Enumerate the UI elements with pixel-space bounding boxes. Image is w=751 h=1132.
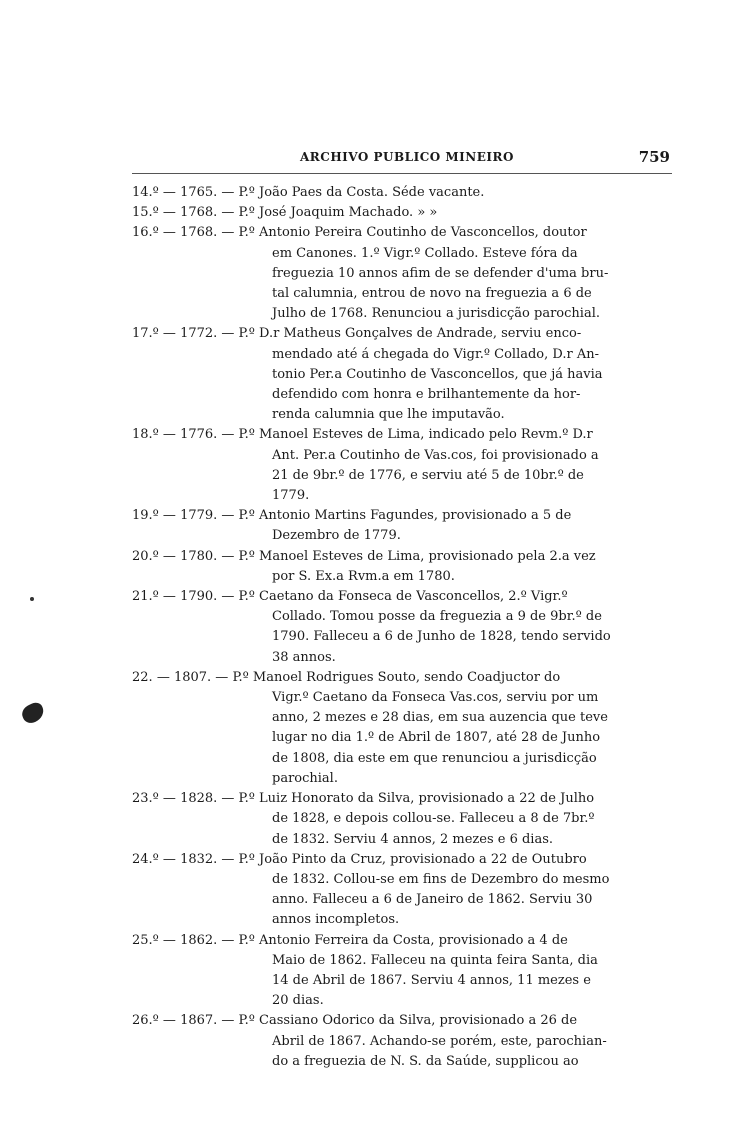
dash: — [158, 508, 181, 524]
entry-lead [132, 670, 232, 685]
entry [132, 668, 652, 789]
entry-line: freguezia 10 annos afim de se defender d'uma bru- [272, 265, 609, 281]
dash: — [158, 185, 181, 200]
entry-number: 20.º [132, 548, 159, 564]
dash: — [217, 851, 239, 867]
entry-number: 24.º [132, 851, 159, 867]
page-header [170, 150, 670, 170]
dash: — [158, 851, 181, 867]
entry-lead [132, 508, 239, 523]
entry-line: 21 de 9br.º de 1776, e serviu até 5 de 10br.º de [272, 467, 584, 483]
dash: — [217, 508, 239, 524]
dash: — [217, 205, 239, 221]
entry-lead [132, 427, 239, 442]
entry-number: 14.º [132, 185, 159, 200]
ink-dot [30, 597, 34, 601]
entry-year: 1867. [180, 1013, 218, 1029]
dash: — [158, 589, 181, 605]
entry-line: P.º Manoel Esteves de Lima, provisionado pela 2.a vez [238, 548, 596, 564]
entry [132, 789, 652, 850]
dash: — [217, 185, 239, 200]
entry-year: 1776. [180, 427, 218, 443]
entry-line: P.º José Joaquim Machado. » » [238, 205, 438, 221]
entry-lead [132, 852, 239, 867]
entry-line: de 1808, dia este em que renunciou a jurisdicção [272, 750, 597, 766]
dash: — [158, 791, 181, 807]
entry-number: 17.º [132, 326, 159, 342]
entry-line: defendido com honra e brilhantemente da hor- [272, 387, 581, 403]
entry [132, 1011, 652, 1072]
dash: — [158, 427, 181, 443]
entry-line: lugar no dia 1.º de Abril de 1807, até 28 de Junho [272, 730, 601, 746]
entry-number: 22. [132, 669, 153, 685]
entry-lead [132, 205, 239, 220]
dash: — [158, 205, 181, 221]
entry-line: Maio de 1862. Falleceu na quinta feira Santa, dia [272, 952, 598, 968]
entry-line: P.º Antonio Ferreira da Costa, provisionado a 4 de [238, 932, 568, 948]
entry-year: 1772. [180, 326, 218, 342]
entry-line: anno, 2 mezes e 28 dias, em sua auzencia que teve [272, 710, 608, 726]
ink-blot [19, 700, 47, 726]
entry-lead [132, 589, 239, 604]
entry-line: do a freguezia de N. S. da Saúde, supplicou ao [272, 1053, 579, 1069]
entry-line: annos incompletos. [272, 912, 400, 928]
entry-year: 1765. [180, 185, 218, 200]
entry [132, 547, 652, 587]
dash: — [158, 225, 181, 241]
entry-line: P.º Manoel Rodrigues Souto, sendo Coadjuctor do [232, 669, 561, 685]
entry [132, 324, 652, 425]
header-rule [132, 173, 672, 174]
entry-year: 1779. [180, 508, 218, 524]
entry-year: 1790. [180, 589, 218, 605]
entry-line: P.º João Paes da Costa. Séde vacante. [238, 185, 485, 200]
entry-line: P.º Antonio Martins Fagundes, provisionado a 5 de [238, 508, 572, 524]
dash: — [158, 548, 181, 564]
entry-line: 1779. [272, 488, 310, 504]
entry-lead [132, 549, 239, 564]
entry-year: 1768. [180, 205, 218, 221]
entry-year: 1828. [180, 791, 218, 807]
entry-line: tonio Per.a Coutinho de Vasconcellos, que já havia [272, 366, 603, 382]
entry-line: Vigr.º Caetano da Fonseca Vas.cos, serviu por um [272, 690, 599, 706]
entry-line: P.º Manoel Esteves de Lima, indicado pelo Revm.º D.r [238, 427, 593, 443]
entry-number: 19.º [132, 508, 159, 524]
entry-line: renda calumnia que lhe imputavão. [272, 407, 505, 423]
dash: — [158, 1013, 181, 1029]
entry-number: 23.º [132, 791, 159, 807]
dash: — [217, 791, 239, 807]
entry-number: 16.º [132, 225, 159, 241]
dash: — [217, 326, 239, 342]
entry [132, 850, 652, 931]
dash: — [217, 548, 239, 564]
entry-number: 21.º [132, 589, 159, 605]
entry-year: 1768. [180, 225, 218, 241]
dash: — [217, 589, 239, 605]
running-title: ARCHIVO PUBLICO MINEIRO [300, 150, 514, 164]
dash: — [217, 427, 239, 443]
entry-line: P.º Antonio Pereira Coutinho de Vasconcellos, doutor [238, 225, 587, 241]
entry-year: 1807. [173, 669, 212, 685]
entry-lead [132, 791, 239, 806]
entry-line: de 1828, e depois collou-se. Falleceu a 8 de 7br.º [272, 811, 595, 827]
entry-lead [132, 1013, 239, 1028]
entry-line: tal calumnia, entrou de novo na freguezia a 6 de [272, 286, 592, 302]
dash: — [152, 669, 174, 685]
entry-year: 1832. [180, 851, 218, 867]
entry-lead [132, 185, 239, 200]
entry-line: P.º Caetano da Fonseca de Vasconcellos, 2.º Vigr.º [238, 589, 568, 605]
entry-lead [132, 326, 239, 341]
entry-line: P.º D.r Matheus Gonçalves de Andrade, serviu enco- [238, 326, 582, 342]
entry [132, 506, 652, 546]
entry [132, 203, 652, 223]
entry-year: 1780. [180, 548, 218, 564]
entry-line: Dezembro de 1779. [272, 528, 401, 544]
entry-line: P.º Luiz Honorato da Silva, provisionado a 22 de Julho [238, 791, 595, 807]
entry-line: P.º Cassiano Odorico da Silva, provisionado a 26 de [238, 1013, 578, 1029]
entry-line: 38 annos. [272, 649, 336, 665]
dash: — [217, 225, 239, 241]
entry-line: parochial. [272, 770, 338, 786]
entry-line: em Canones. 1.º Vigr.º Collado. Esteve fóra da [272, 245, 578, 261]
entry-line: anno. Falleceu a 6 de Janeiro de 1862. Serviu 30 [272, 892, 593, 908]
dash: — [217, 1013, 239, 1029]
entry [132, 425, 652, 506]
dash: — [217, 932, 239, 948]
entry-year: 1862. [180, 932, 218, 948]
entry-line: mendado até á chegada do Vigr.º Collado, D.r An- [272, 346, 599, 362]
entry-line: 14 de Abril de 1867. Serviu 4 annos, 11 mezes e [272, 972, 591, 988]
entry-line: Abril de 1867. Achando-se porém, este, parochian- [272, 1033, 607, 1049]
entry-number: 18.º [132, 427, 159, 443]
entries-list [132, 183, 652, 1072]
entry-line: P.º João Pinto da Cruz, provisionado a 22 de Outubro [238, 851, 587, 867]
entry [132, 931, 652, 1012]
dash: — [158, 326, 181, 342]
entry-lead [132, 225, 239, 240]
dash: — [158, 932, 181, 948]
entry-line: 1790. Falleceu a 6 de Junho de 1828, tendo servido [272, 629, 611, 645]
entry-lead [132, 933, 239, 948]
entry-number: 25.º [132, 932, 159, 948]
dash: — [211, 669, 233, 685]
entry-line: Collado. Tomou posse da freguezia a 9 de 9br.º de [272, 609, 602, 625]
page-number: 759 [638, 148, 670, 166]
entry-line: por S. Ex.a Rvm.a em 1780. [272, 568, 455, 584]
entry-line: Julho de 1768. Renunciou a jurisdicção parochial. [272, 306, 600, 322]
entry-line: 20 dias. [272, 993, 324, 1009]
entry-number: 15.º [132, 205, 159, 221]
entry-line: de 1832. Serviu 4 annos, 2 mezes e 6 dias. [272, 831, 554, 847]
entry [132, 587, 652, 668]
entry [132, 183, 652, 203]
entry-line: de 1832. Collou-se em fins de Dezembro do mesmo [272, 871, 610, 887]
entry [132, 223, 652, 324]
entry-line: Ant. Per.a Coutinho de Vas.cos, foi provisionado a [272, 447, 599, 463]
entry-number: 26.º [132, 1013, 159, 1029]
